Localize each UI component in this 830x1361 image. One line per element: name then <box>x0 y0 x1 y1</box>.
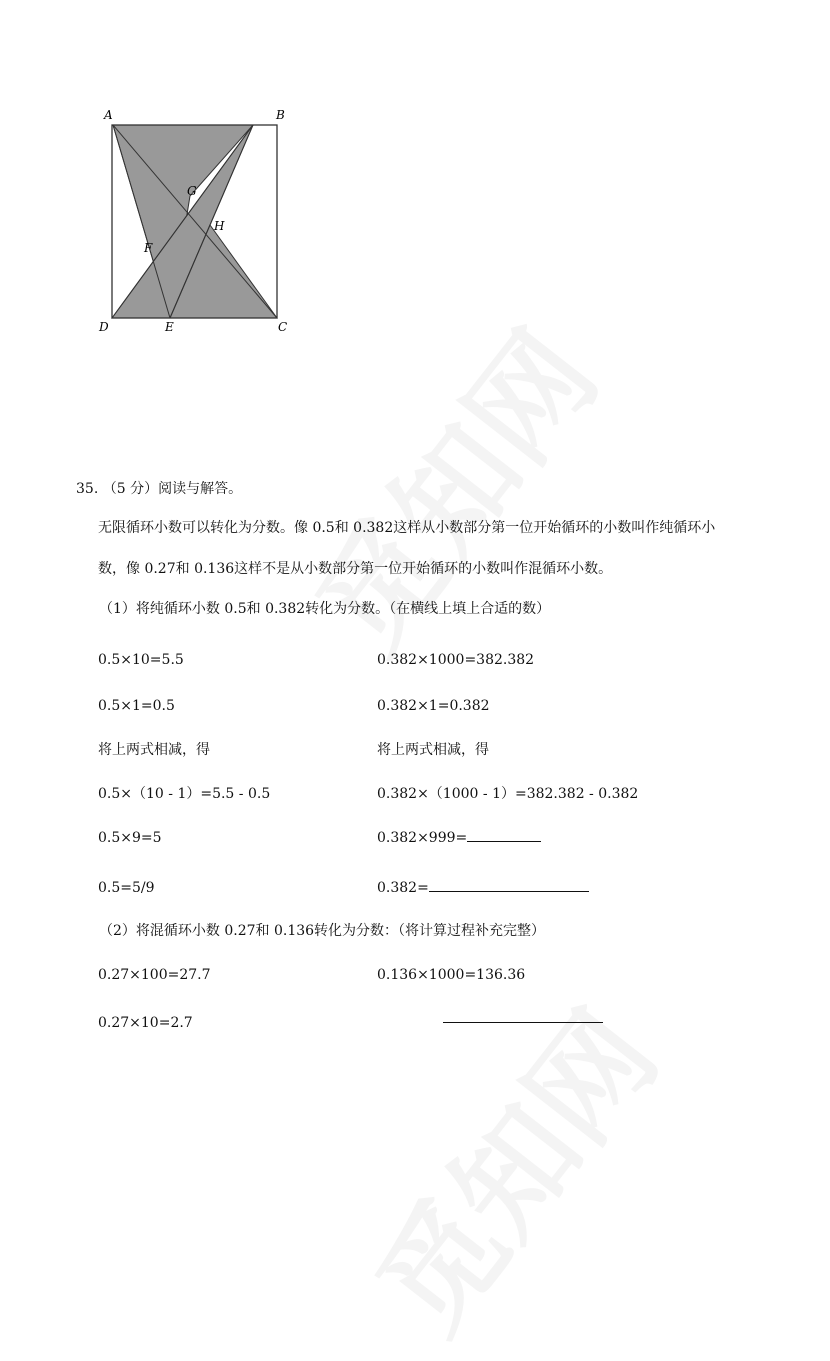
left-eq2-2: 0.27×10=2.7 <box>98 1015 193 1031</box>
right-eq2-1: 0.136×1000=136.36 <box>377 967 526 983</box>
intro-line-1: 无限循环小数可以转化为分数。像 0.5和 0.382这样从小数部分第一位开始循环的小数叫作纯循环小 <box>98 520 716 536</box>
left-eq2-1: 0.27×100=27.7 <box>98 967 211 983</box>
left-eq-5: 0.5=5/9 <box>98 880 155 896</box>
problem-score: （5 分）阅读与解答。 <box>102 481 243 497</box>
left-eq-3: 0.5×（10 - 1）=5.5 - 0.5 <box>98 786 271 802</box>
label-b: B <box>276 108 285 122</box>
left-eq-1: 0.5×10=5.5 <box>98 652 184 668</box>
square-figure <box>95 105 295 335</box>
intro-line-2: 数，像 0.27和 0.136这样不是从小数部分第一位开始循环的小数叫作混循环小数。 <box>98 561 613 577</box>
watermark <box>271 291 628 681</box>
right-eq-1: 0.382×1000=382.382 <box>377 652 535 668</box>
right-eq-3: 0.382×（1000 - 1）=382.382 - 0.382 <box>377 786 639 802</box>
right-eq-4-text: 0.382×999= <box>377 830 468 846</box>
answer-blank-3[interactable] <box>443 1008 603 1023</box>
label-d: D <box>99 320 109 334</box>
subtract-right: 将上两式相减，得 <box>377 742 489 758</box>
answer-blank-2[interactable] <box>429 891 589 892</box>
label-c: C <box>278 320 288 334</box>
answer-blank-1[interactable] <box>467 841 541 842</box>
right-eq-5 <box>377 879 589 897</box>
left-eq-2: 0.5×1=0.5 <box>98 698 175 714</box>
right-eq-5-text: 0.382= <box>377 880 429 896</box>
left-eq-4: 0.5×9=5 <box>98 830 162 846</box>
subtract-left: 将上两式相减，得 <box>98 742 210 758</box>
part-1-heading: （1）将纯循环小数 0.5和 0.382转化为分数。（在横线上填上合适的数） <box>99 601 551 617</box>
watermark <box>331 971 688 1361</box>
label-a: A <box>104 108 113 122</box>
label-e: E <box>165 320 174 334</box>
label-f: F <box>144 241 153 255</box>
problem-header <box>76 480 242 498</box>
right-eq-2: 0.382×1=0.382 <box>377 698 490 714</box>
label-g: G <box>187 184 197 198</box>
problem-number: 35. <box>76 481 99 497</box>
right-eq-4 <box>377 829 541 847</box>
label-h: H <box>214 219 225 233</box>
part-2-heading: （2）将混循环小数 0.27和 0.136转化为分数：（将计算过程补充完整） <box>99 923 546 939</box>
